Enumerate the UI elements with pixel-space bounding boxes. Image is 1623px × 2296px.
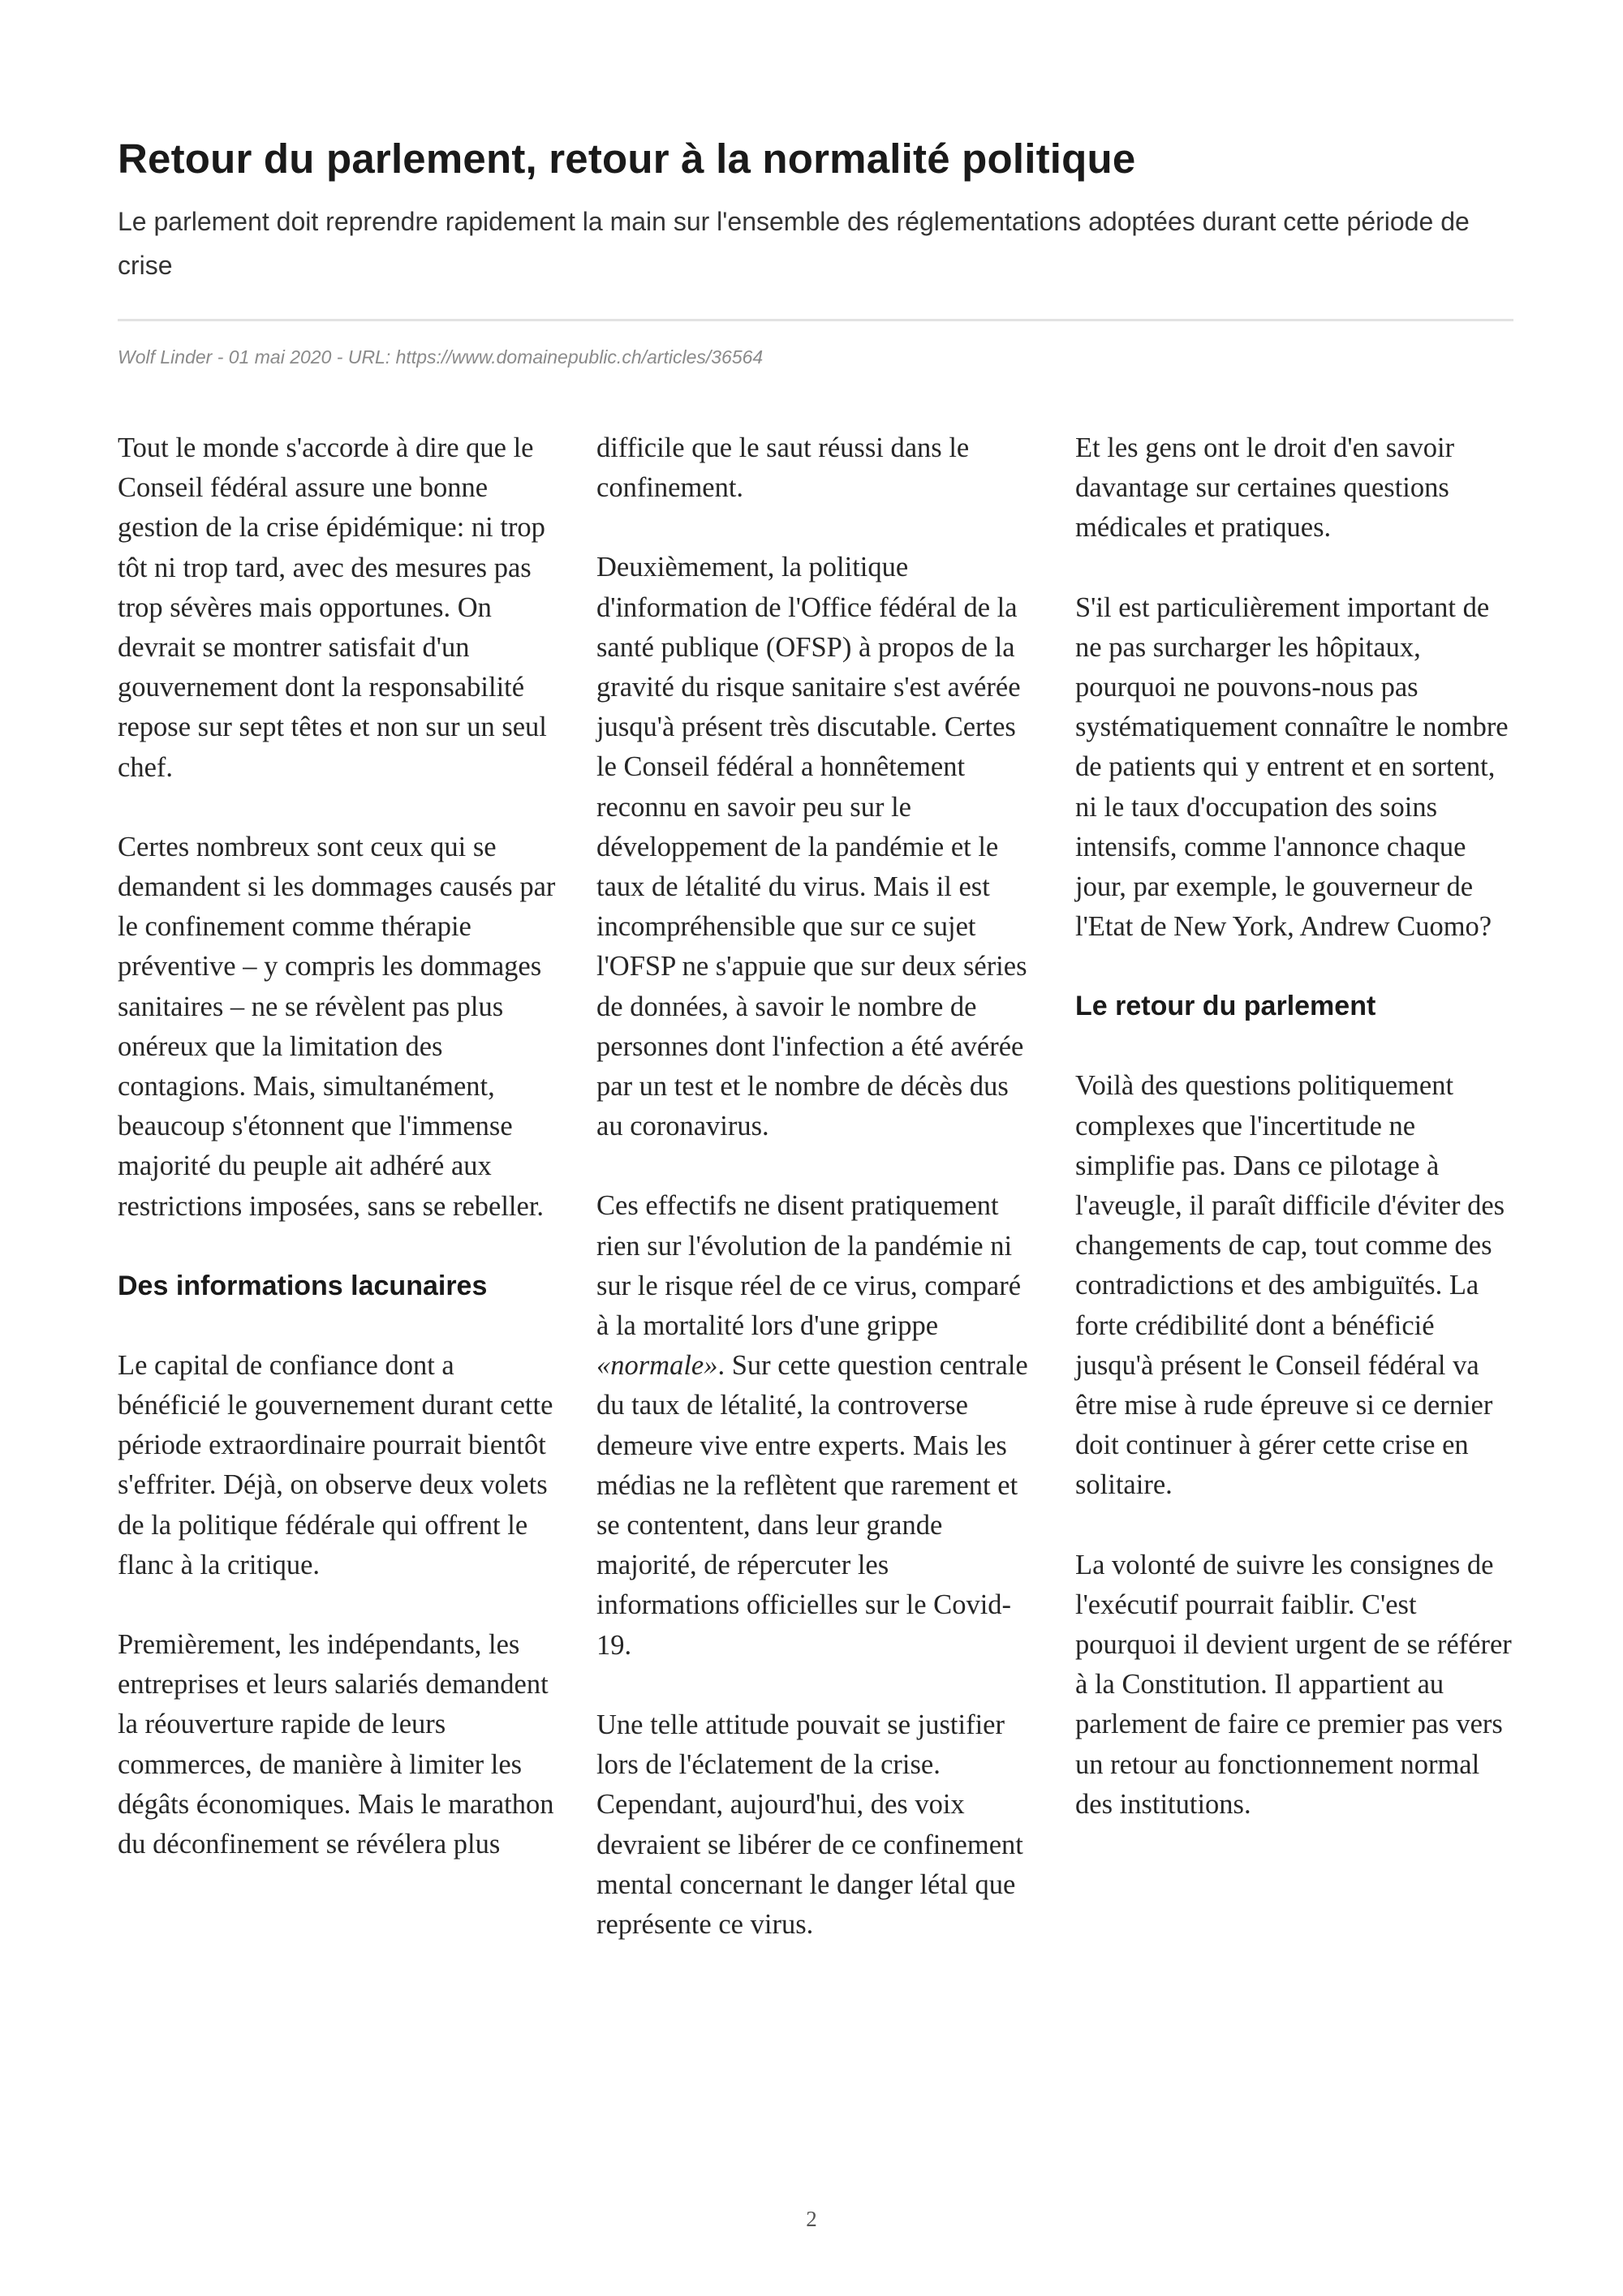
section-heading: Des informations lacunaires: [118, 1270, 488, 1301]
paragraph: Et les gens ont le droit d'en savoir davantage sur certaines questions médicales et pratiques.: [1075, 432, 1455, 544]
article-author: Wolf Linder: [118, 346, 213, 368]
column-3: [1075, 428, 1518, 2181]
article-url: https://www.domainepublic.ch/articles/36564: [395, 346, 764, 368]
column-2: [596, 428, 1039, 2181]
paragraph: Voilà des questions politiquement complexes que l'incertitude ne simplifie pas. Dans ce pilotage à l'aveugle, il paraît difficile d'éviter des changements de cap, tout comme des contradictions et des ambiguïtés. La forte crédibilité dont a bénéficié jusqu'à présent le Conseil fédéral va être mise à rude épreuve si ce dernier doit continuer à gérer cette crise en solitaire.: [1075, 1070, 1505, 1501]
article-subtitle: Le parlement doit reprendre rapidement la main sur l'ensemble des réglementations adoptées durant cette période de crise: [118, 207, 1470, 280]
emphasized-text: «normale»: [596, 1350, 718, 1382]
paragraph: Tout le monde s'accorde à dire que le Conseil fédéral assure une bonne gestion de la crise épidémique: ni trop tôt ni trop tard, avec des mesures pas trop sévères mais opportunes. On devrait se montrer satisfait d'un gouvernement dont la responsabilité repose sur sept têtes et non sur un seul chef.: [118, 432, 547, 783]
paragraph-text: Ces effectifs ne disent pratiquement rien sur l'évolution de la pandémie ni sur le risque réel de ce virus, comparé à la mortalité lors d'une grippe: [596, 1190, 1022, 1342]
paragraph: Deuxièmement, la politique d'information de l'Office fédéral de la santé publique (OFSP) à propos de la gravité du risque sanitaire s'est avérée jusqu'à présent très discutable. Certes le Conseil fédéral a honnêtement reconnu en savoir peu sur le développement de la pandémie et le taux de létalité du virus. Mais il est incompréhensible que sur ce sujet l'OFSP ne s'appuie que sur deux séries de données, à savoir le nombre de personnes dont l'infection a été avérée par un test et le nombre de décès dus au coronavirus.: [596, 552, 1027, 1142]
section-heading: Le retour du parlement: [1075, 991, 1376, 1022]
column-1: [118, 428, 560, 2181]
meta-separator: -: [212, 346, 229, 368]
paragraph: Le capital de confiance dont a bénéficié le gouvernement durant cette période extraordinaire pourrait bientôt s'effriter. Déjà, on observe deux volets de la politique fédérale qui offrent le flanc à la critique.: [118, 1349, 553, 1580]
article-meta: [118, 341, 1513, 373]
meta-separator: -: [331, 346, 348, 368]
page-number: 2: [806, 2207, 817, 2231]
paragraph: Certes nombreux sont ceux qui se demandent si les dommages causés par le confinement comme thérapie préventive – y compris les dommages sanitaires – ne se révèlent pas plus onéreux que la limitation des contagions. Mais, simultanément, beaucoup s'étonnent que l'immense majorité du peuple ait adhéré aux restrictions imposées, sans se rebeller.: [118, 831, 556, 1222]
paragraph: Une telle attitude pouvait se justifier lors de l'éclatement de la crise. Cependant, aujourd'hui, des voix devraient se libérer de ce confinement mental concernant le danger létal que représente ce virus.: [596, 1709, 1023, 1940]
article-header: [118, 130, 1513, 287]
paragraph: [596, 1186, 1039, 1665]
url-label: URL:: [347, 346, 391, 368]
header-divider: [118, 319, 1513, 321]
paragraph-text: . Sur cette question centrale du taux de létalité, la controverse demeure vive entre experts. Mais les médias ne la reflètent que rarement et se contentent, dans leur grande majorité, de répercuter les informations officielles sur le Covid-19.: [596, 1350, 1028, 1661]
article-date: 01 mai 2020: [228, 346, 332, 368]
paragraph: Premièrement, les indépendants, les entreprises et leurs salariés demandent la réouverture rapide de leurs commerces, de manière à limiter les dégâts économiques. Mais le marathon du déconfinement se révélera plus: [118, 1629, 554, 1860]
article-title: Retour du parlement, retour à la normalité politique: [118, 135, 1136, 182]
paragraph: difficile que le saut réussi dans le confinement.: [596, 432, 970, 504]
paragraph: S'il est particulièrement important de ne pas surcharger les hôpitaux, pourquoi ne pouvons-nous pas systématiquement connaître le nombre de patients qui y entrent et en sortent, ni le taux d'occupation des soins intensifs, comme l'annonce chaque jour, par exemple, le gouverneur de l'Etat de New York, Andrew Cuomo?: [1075, 591, 1509, 943]
paragraph: La volonté de suivre les consignes de l'exécutif pourrait faiblir. C'est pourquoi il devient urgent de se référer à la Constitution. Il appartient au parlement de faire ce premier pas vers un retour au fonctionnement normal des institutions.: [1075, 1549, 1512, 1820]
article-body: [118, 428, 1513, 2181]
